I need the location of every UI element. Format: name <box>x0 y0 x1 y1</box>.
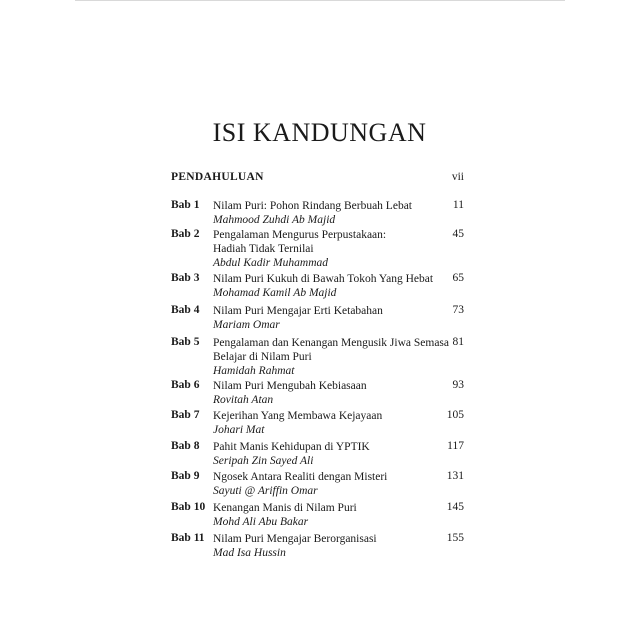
chapter-page-number: 73 <box>452 304 464 316</box>
chapter-title-line: Pengalaman Mengurus Perpustakaan: <box>213 229 387 241</box>
chapter-number: Bab 3 <box>171 272 200 284</box>
chapter-number: Bab 1 <box>171 199 200 211</box>
chapter-page-number: 145 <box>446 501 464 513</box>
chapter-page-number: 65 <box>452 272 464 284</box>
chapter-title-line: Ngosek Antara Realiti dengan Misteri <box>213 471 388 483</box>
intro-page-number: vii <box>451 171 464 183</box>
chapter-title-line: Kenangan Manis di Nilam Puri <box>213 502 357 514</box>
chapter-number: Bab 2 <box>171 228 200 240</box>
chapter-number: Bab 8 <box>171 440 200 452</box>
chapter-page-number: 131 <box>446 470 464 482</box>
chapter-text <box>213 532 438 560</box>
chapter-page-number: 81 <box>452 336 464 348</box>
chapter-text <box>213 440 438 468</box>
chapter-page-number: 45 <box>452 228 464 240</box>
chapter-number: Bab 10 <box>171 501 206 513</box>
chapter-number: Bab 5 <box>171 336 200 348</box>
chapter-number: Bab 7 <box>171 409 200 421</box>
chapter-text <box>213 199 438 227</box>
chapter-author: Rovitah Atan <box>213 394 274 406</box>
chapter-author: Mohamad Kamil Ab Majid <box>213 287 337 299</box>
chapter-page-number: 117 <box>447 440 464 452</box>
chapter-title-line: Belajar di Nilam Puri <box>213 351 312 363</box>
page-title: ISI KANDUNGAN <box>212 118 427 147</box>
chapter-page-number: 105 <box>446 409 464 421</box>
chapter-text <box>213 501 438 529</box>
chapter-title-line: Pengalaman dan Kenangan Mengusik Jiwa Semasa <box>213 337 450 349</box>
chapter-author: Hamidah Rahmat <box>213 365 295 377</box>
chapter-author: Mahmood Zuhdi Ab Majid <box>213 214 336 226</box>
chapter-number: Bab 11 <box>171 532 205 544</box>
chapter-title-line: Hadiah Tidak Ternilai <box>213 243 314 255</box>
chapter-page-number: 93 <box>452 379 464 391</box>
chapter-text <box>213 470 438 498</box>
chapter-title-line: Nilam Puri Kukuh di Bawah Tokoh Yang Hebat <box>213 273 434 285</box>
chapter-text <box>213 304 438 332</box>
chapter-title-line: Nilam Puri Mengajar Erti Ketabahan <box>213 305 383 317</box>
chapter-number: Bab 6 <box>171 379 200 391</box>
chapter-title-line: Nilam Puri Mengubah Kebiasaan <box>213 380 367 392</box>
chapter-page-number: 155 <box>446 532 464 544</box>
chapter-number: Bab 9 <box>171 470 200 482</box>
chapter-text <box>213 228 438 270</box>
chapter-author: Sayuti @ Ariffin Omar <box>213 485 318 497</box>
chapter-author: Mohd Ali Abu Bakar <box>213 516 309 528</box>
chapter-author: Johari Mat <box>213 424 265 436</box>
chapter-text <box>213 272 438 300</box>
intro-label: PENDAHULUAN <box>171 171 264 183</box>
chapter-title-line: Kejerihan Yang Membawa Kejayaan <box>213 410 383 422</box>
chapter-text <box>213 409 438 437</box>
chapter-text <box>213 336 450 378</box>
chapter-author: Mad Isa Hussin <box>213 547 286 559</box>
chapter-author: Seripah Zin Sayed Ali <box>213 455 314 467</box>
chapter-number: Bab 4 <box>171 304 200 316</box>
chapter-title-line: Pahit Manis Kehidupan di YPTIK <box>213 441 370 453</box>
chapter-title-line: Nilam Puri: Pohon Rindang Berbuah Lebat <box>213 200 412 212</box>
chapter-page-number: 11 <box>452 199 464 211</box>
chapter-author: Abdul Kadir Muhammad <box>213 257 328 269</box>
chapter-title-line: Nilam Puri Mengajar Berorganisasi <box>213 533 377 545</box>
chapter-author: Mariam Omar <box>213 319 280 331</box>
chapter-text <box>213 379 438 407</box>
